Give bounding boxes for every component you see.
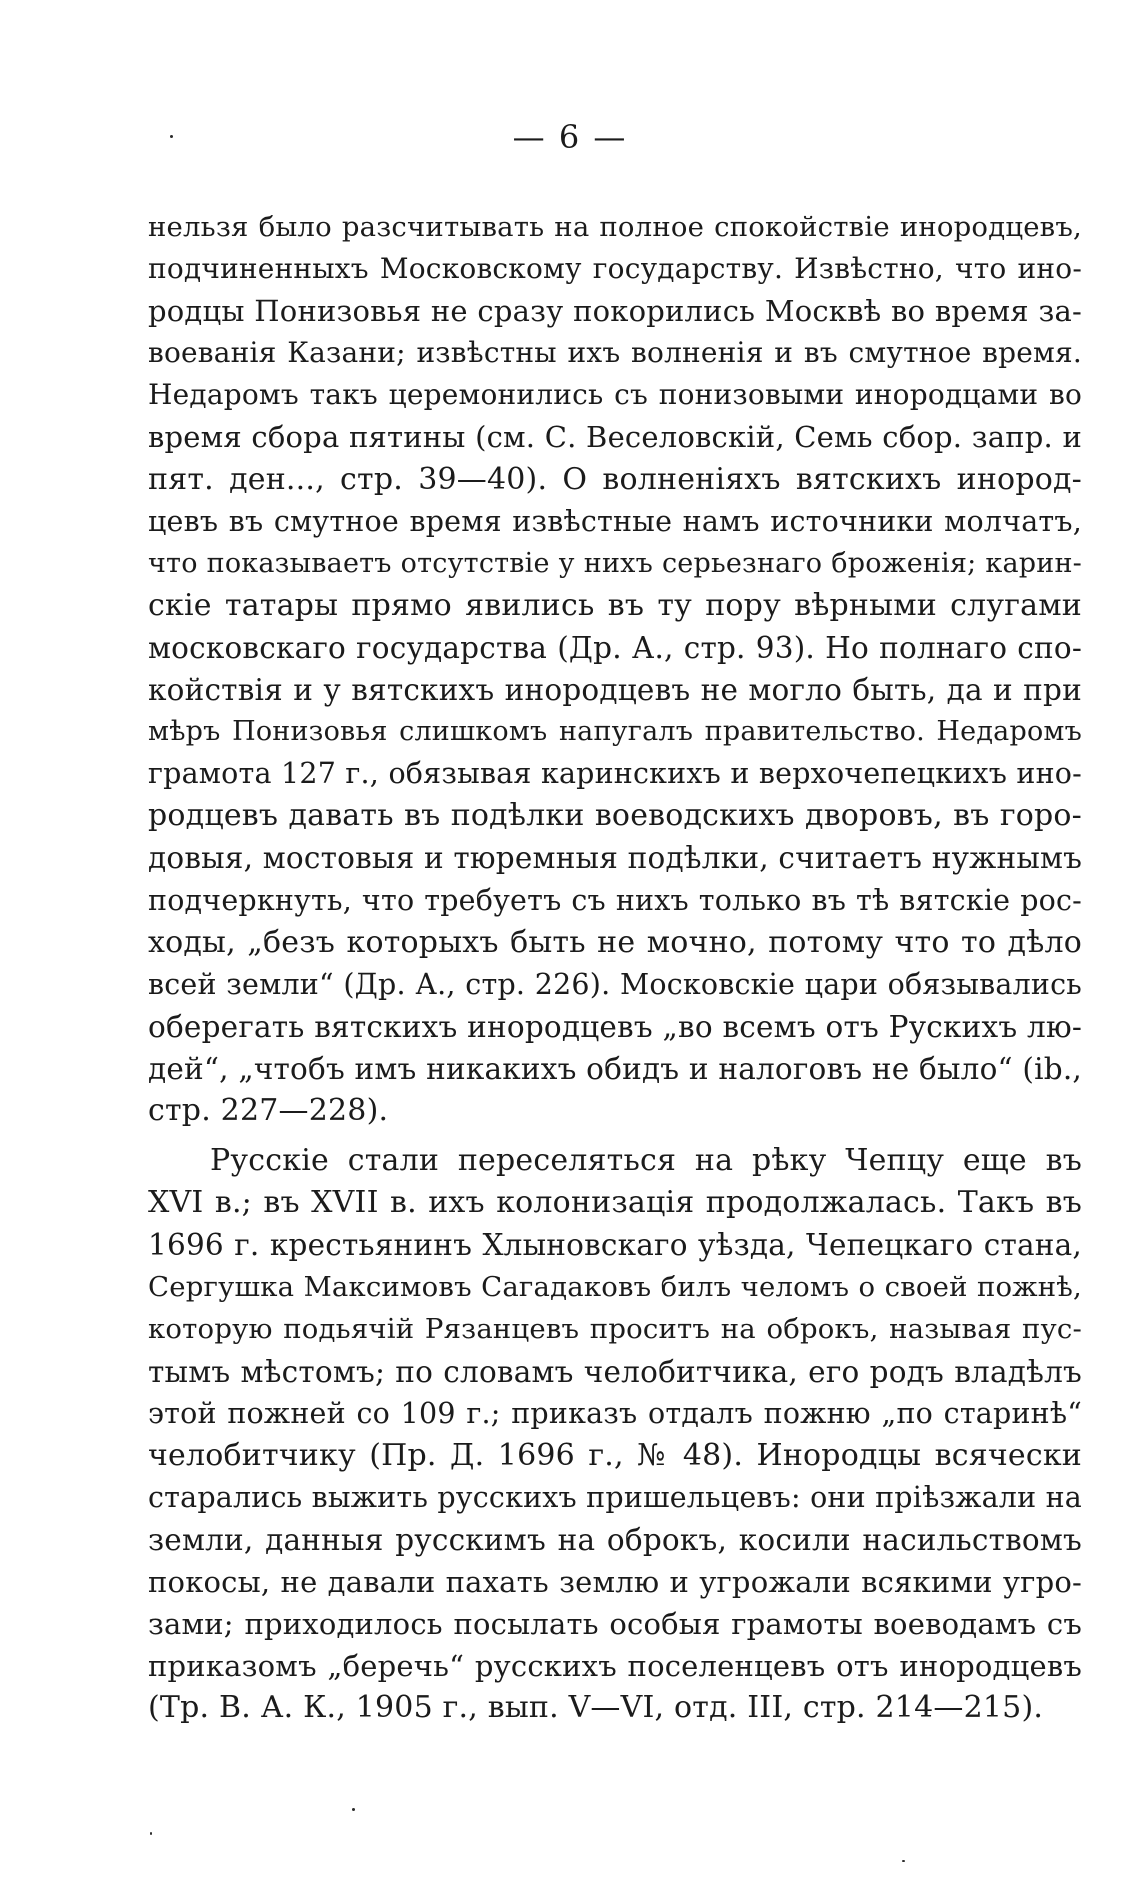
- paragraph-gap: [148, 1132, 1082, 1140]
- text-line: родцы Понизовья не сразу покорились Москвѣ во время за-: [148, 294, 1082, 329]
- text-line: приказомъ „беречь“ русскихъ поселенцевъ отъ инородцевъ: [148, 1649, 1082, 1684]
- text-line: время сбора пятины (см. С. Веселовскій, Семь сбор. запр. и: [148, 420, 1082, 455]
- scan-speck: [902, 1860, 905, 1862]
- text-line: мѣръ Понизовья слишкомъ напугалъ правительство. Недаромъ: [148, 716, 1082, 748]
- text-line: воеванія Казани; извѣстны ихъ волненія и въ смутное время.: [148, 336, 1082, 370]
- text-line: зами; приходилось посылать особыя грамоты воеводамъ съ: [148, 1607, 1082, 1642]
- text-line: покосы, не давали пахать землю и угрожали всякими угро-: [148, 1565, 1082, 1599]
- text-line: земли, данныя русскимъ на оброкъ, косили насильствомъ: [148, 1522, 1082, 1557]
- scan-speck: [352, 1808, 355, 1811]
- text-line: всей земли“ (Др. А., стр. 226). Московскіе цари обязывались: [148, 967, 1082, 1001]
- text-line: цевъ въ смутное время извѣстные намъ источники молчатъ,: [148, 504, 1082, 538]
- text-line: подчиненныхъ Московскому государству. Извѣстно, что ино-: [148, 252, 1082, 286]
- scan-speck: [170, 135, 173, 138]
- text-line: челобитчику (Пр. Д. 1696 г., № 48). Инородцы всячески: [148, 1437, 1082, 1473]
- text-line: грамота 127 г., обязывая каринскихъ и верхочепецкихъ ино-: [148, 757, 1082, 791]
- text-line: (Тр. В. А. К., 1905 г., вып. V—VI, отд. III, стр. 214—215).: [148, 1690, 1044, 1726]
- text-line: оберегать вятскихъ инородцевъ „во всемъ отъ Рускихъ лю-: [148, 1009, 1082, 1044]
- text-line: дей“, „чтобъ имъ никакихъ обидъ и налоговъ не было“ (ib.,: [148, 1051, 1082, 1086]
- paragraph-1: [148, 206, 1082, 1132]
- text-line: старались выжить русскихъ пришельцевъ: они пріѣзжали на: [148, 1480, 1082, 1514]
- text-line: Русскіе стали переселяться на рѣку Чепцу еще въ: [210, 1143, 1082, 1179]
- text-line: московскаго государства (Др. А., стр. 93). Но полнаго спо-: [148, 630, 1082, 665]
- text-line: нельзя было разсчитывать на полное спокойствіе инородцевъ,: [148, 211, 1082, 243]
- text-line: что показываетъ отсутствіе у нихъ серьезнаго броженія; карин-: [148, 547, 1082, 579]
- body-text: [148, 206, 1082, 1729]
- text-line: этой пожней со 109 г.; приказъ отдалъ пожню „по старинѣ“: [148, 1396, 1082, 1430]
- text-line: койствія и у вятскихъ инородцевъ не могло быть, да и при: [148, 673, 1082, 708]
- text-line: Сергушка Максимовъ Сагадаковъ билъ челомъ о своей пожнѣ,: [148, 1271, 1082, 1304]
- text-line: ходы, „безъ которыхъ быть не мочно, потому что то дѣло: [148, 924, 1082, 960]
- text-line: 1696 г. крестьянинъ Хлыновскаго уѣзда, Чепецкаго стана,: [148, 1228, 1082, 1263]
- text-line: родцевъ давать въ подѣлки воеводскихъ дворовъ, въ горо-: [148, 798, 1082, 834]
- text-line: подчеркнуть, что требуетъ съ нихъ только въ тѣ вятскіе рос-: [148, 883, 1082, 917]
- text-line: XVI в.; въ XVII в. ихъ колонизація продолжалась. Такъ въ: [148, 1185, 1082, 1221]
- text-line: которую подьячій Рязанцевъ проситъ на оброкъ, называя пус-: [148, 1313, 1082, 1346]
- text-line: пят. ден..., стр. 39—40). О волненіяхъ вятскихъ инород-: [148, 461, 1082, 497]
- text-line: довыя, мостовыя и тюремныя подѣлки, считаетъ нужнымъ: [148, 841, 1083, 876]
- text-line: скіе татары прямо явились въ ту пору вѣрными слугами: [148, 587, 1082, 623]
- page-number: — 6 —: [512, 118, 628, 156]
- text-line: стр. 227—228).: [148, 1092, 389, 1128]
- text-line: тымъ мѣстомъ; по словамъ челобитчика, его родъ владѣлъ: [148, 1354, 1082, 1389]
- text-line: Недаромъ такъ церемонились съ понизовыми инородцами во: [148, 378, 1082, 412]
- scan-speck: [150, 1832, 152, 1835]
- paragraph-2: [148, 1140, 1082, 1729]
